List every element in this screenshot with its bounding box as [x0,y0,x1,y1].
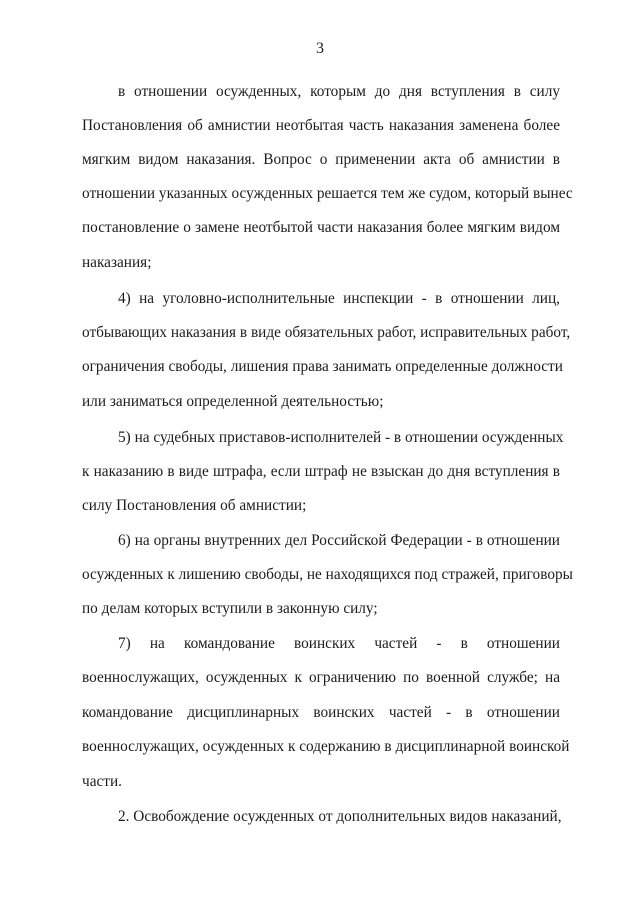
text-line: по делам которых вступили в законную силу; [82,600,378,617]
text-line: наказания; [82,254,152,271]
text-line: 7) на командование воинских частей - в отношении [118,635,560,652]
text-line: ограничения свободы, лишения права занимать определенные должности [82,358,563,375]
text-line: Постановления об амнистии неотбытая часть наказания заменена более [82,117,560,134]
text-line: мягким видом наказания. Вопрос о применении акта об амнистии в [82,151,560,168]
text-line: отношении указанных осужденных решается тем же судом, который вынес [82,185,573,202]
text-line: 2. Освобождение осужденных от дополнительных видов наказаний, [118,808,562,825]
text-line: постановление о замене неотбытой части наказания более мягким видом [82,219,560,236]
text-line: части. [82,773,122,790]
text-line: военнослужащих, осужденных к ограничению по военной службе; на [82,669,560,686]
text-line: 4) на уголовно-исполнительные инспекции - в отношении лиц, [118,290,560,307]
text-line: к наказанию в виде штрафа, если штраф не взыскан до дня вступления в [82,463,560,480]
text-line: осужденных к лишению свободы, не находящихся под стражей, приговоры [82,566,573,583]
text-line: 5) на судебных приставов-исполнителей - в отношении осужденных [118,429,564,446]
text-line: командование дисциплинарных воинских частей - в отношении [82,704,560,721]
text-line: отбывающих наказания в виде обязательных работ, исправительных работ, [82,324,571,341]
text-line: 6) на органы внутренних дел Российской Федерации - в отношении [118,532,560,549]
text-line: в отношении осужденных, которым до дня вступления в силу [118,83,560,100]
page-number: 3 [316,40,324,57]
text-line: военнослужащих, осужденных к содержанию в дисциплинарной воинской [82,738,570,755]
text-line: силу Постановления об амнистии; [82,497,307,514]
text-line: или заниматься определенной деятельностью; [82,393,384,410]
